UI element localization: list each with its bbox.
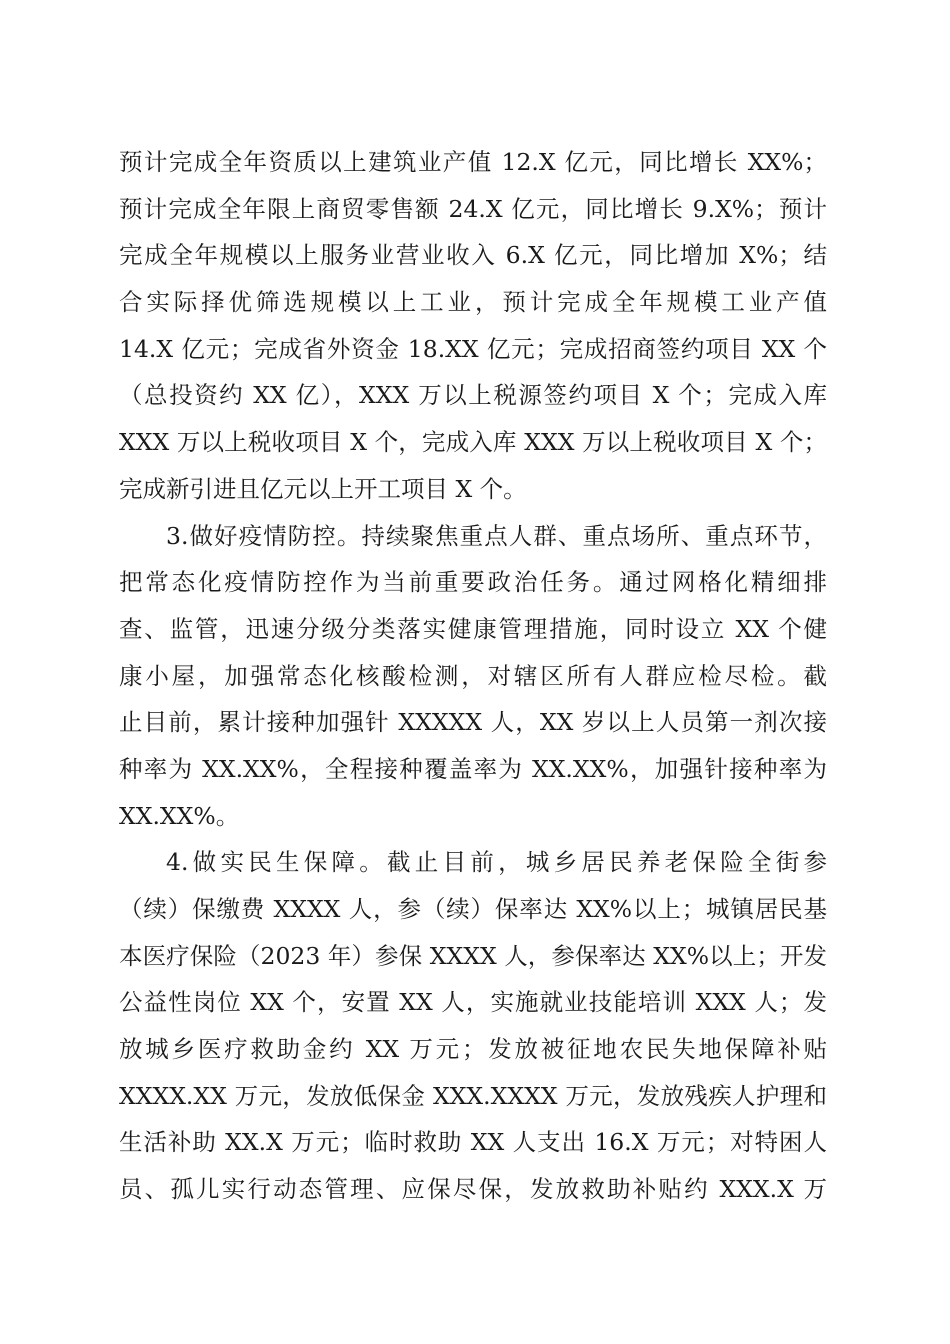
text-line: 员、孤儿实行动态管理、应保尽保，发放救助补贴约 XXX.X 万 <box>119 1175 827 1204</box>
text-line: 合实际择优筛选规模以上工业，预计完成全年规模工业产值 <box>119 288 827 317</box>
text-line: （总投资约 XX 亿），XXX 万以上税源签约项目 X 个；完成入库 <box>119 381 827 410</box>
text-line: 康小屋，加强常态化核酸检测，对辖区所有人群应检尽检。截 <box>119 661 827 690</box>
text-line: XXX 万以上税收项目 X 个，完成入库 XXX 万以上税收项目 X 个； <box>119 428 827 457</box>
text-line: 生活补助 XX.X 万元；临时救助 XX 人支出 16.X 万元；对特困人 <box>119 1128 827 1157</box>
paragraph-economic-targets <box>119 139 827 513</box>
text-line: 14.X 亿元；完成省外资金 18.XX 亿元；完成招商签约项目 XX 个 <box>119 334 827 363</box>
text-line: XXXX.XX 万元，发放低保金 XXX.XXXX 万元，发放残疾人护理和 <box>119 1081 827 1110</box>
text-line: 完成新引进且亿元以上开工项目 X 个。 <box>119 474 527 503</box>
text-line: （续）保缴费 XXXX 人，参（续）保率达 XX%以上；城镇居民基 <box>119 895 827 923</box>
text-line: 完成全年规模以上服务业营业收入 6.X 亿元，同比增加 X%；结 <box>119 241 827 270</box>
paragraph-livelihood-security <box>119 839 827 1213</box>
text-line: 把常态化疫情防控作为当前重要政治任务。通过网格化精细排 <box>119 568 827 597</box>
text-line: 预计完成全年限上商贸零售额 24.X 亿元，同比增长 9.X%；预计 <box>119 194 827 223</box>
text-line: 预计完成全年资质以上建筑业产值 12.X 亿元，同比增长 XX%； <box>119 148 827 176</box>
text-line: 查、监管，迅速分级分类落实健康管理措施，同时设立 XX 个健 <box>119 614 827 643</box>
text-line: 止目前，累计接种加强针 XXXXX 人，XX 岁以上人员第一剂次接 <box>119 708 827 737</box>
text-line: 3.做好疫情防控。持续聚焦重点人群、重点场所、重点环节， <box>166 521 827 550</box>
text-line: 放城乡医疗救助金约 XX 万元；发放被征地农民失地保障补贴 <box>119 1035 827 1064</box>
paragraph-epidemic-prevention <box>119 513 827 840</box>
text-line: 4.做实民生保障。截止目前，城乡居民养老保险全街参 <box>166 848 827 877</box>
text-line: 公益性岗位 XX 个，安置 XX 人，实施就业技能培训 XXX 人；发 <box>119 988 827 1017</box>
text-line: XX.XX%。 <box>119 801 240 830</box>
document-body <box>119 139 827 1213</box>
text-line: 种率为 XX.XX%，全程接种覆盖率为 XX.XX%，加强针接种率为 <box>119 754 827 783</box>
text-line: 本医疗保险（2023 年）参保 XXXX 人，参保率达 XX%以上；开发 <box>119 941 827 970</box>
